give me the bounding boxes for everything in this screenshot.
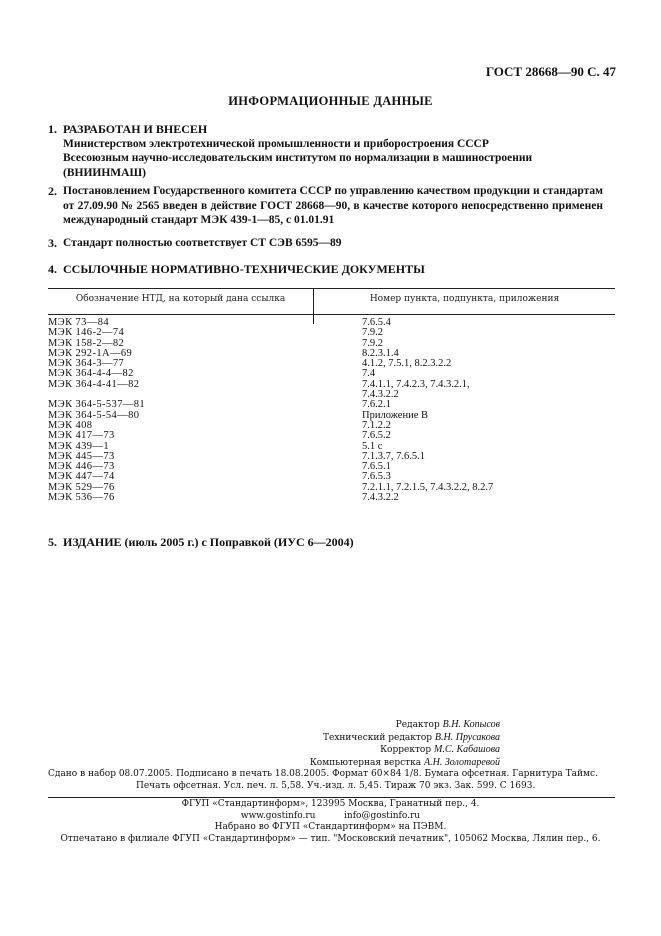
table-header-document: Обозначение НТД, на который дана ссылка <box>75 294 286 304</box>
section-4 <box>48 262 608 278</box>
table-row <box>48 349 615 359</box>
table-cell-reference: 7.6.5.3 <box>362 471 391 483</box>
table-row <box>48 318 615 328</box>
table-row <box>48 442 615 452</box>
reference-table <box>48 288 615 528</box>
table-cell-document: МЭК 364-4-41—82 <box>48 378 140 390</box>
table-row <box>48 411 615 421</box>
section-1 <box>48 122 608 192</box>
table-header-reference: Номер пункта, подпункта, приложения <box>369 294 560 304</box>
table-cell-reference: 7.4.3.2.2 <box>362 492 399 504</box>
table-cell-document: МЭК 445—73 <box>48 450 115 462</box>
table-cell-document: МЭК 417—73 <box>48 430 115 442</box>
credits-block <box>200 719 500 769</box>
table-cell-reference: 7.4.3.2.2 <box>362 389 399 401</box>
table-row <box>48 452 615 462</box>
section-2-number: 2. <box>48 184 57 198</box>
table-cell-document: МЭК 158-2—82 <box>48 337 125 349</box>
credit-layout <box>200 757 500 770</box>
table-cell-document: МЭК 447—74 <box>48 471 115 483</box>
table-cell-reference: 7.6.5.4 <box>362 317 391 328</box>
section-3-text: Стандарт полностью соответствует СТ СЭВ 6595—89 <box>63 237 342 249</box>
section-1-number: 1. <box>48 122 57 136</box>
table-cell-document: МЭК 446—73 <box>48 461 115 473</box>
table-cell-document: МЭК 364-5-537—81 <box>48 399 146 411</box>
table-row <box>48 380 615 390</box>
section-4-text: ССЫЛОЧНЫЕ НОРМАТИВНО-ТЕХНИЧЕСКИЕ ДОКУМЕНТЫ <box>63 262 425 276</box>
credit-corrector <box>200 744 500 757</box>
imprint-line-1: Сдано в набор 08.07.2005. Подписано в печать 18.08.2005. Формат 60×84 1/8. Бумага офсетная. Гарнитура Таймс. <box>48 769 598 779</box>
footer-line-4: Отпечатано в филиале ФГУП «Стандартинформ» — тип. "Московский печатник", 105062 Москва, Лялин пер., 6. <box>60 833 601 844</box>
section-5-text: ИЗДАНИЕ (июль 2005 г.) с Поправкой (ИУС 6—2004) <box>63 535 354 549</box>
table-cell-document: МЭК 536—76 <box>48 492 115 504</box>
table-cell-document: МЭК 364-5-54—80 <box>48 409 140 421</box>
table-row <box>48 339 615 349</box>
footer-line-3: Набрано во ФГУП «Стандартинформ» на ПЭВМ. <box>214 822 447 832</box>
table-cell-reference: 7.6.5.1 <box>362 461 391 473</box>
table-cell-reference: 7.2.1.1, 7.2.1.5, 7.4.3.2.2, 8.2.7 <box>362 481 494 493</box>
table-row <box>48 431 615 441</box>
section-4-number: 4. <box>48 262 57 276</box>
section-3 <box>48 236 608 252</box>
table-cell-document: МЭК 364-4-4—82 <box>48 368 134 380</box>
credit-tech-editor <box>200 732 500 745</box>
table-cell-document: МЭК 408 <box>48 419 93 431</box>
table-row <box>48 328 615 338</box>
section-5-number: 5. <box>48 535 57 549</box>
table-cell-reference: 5.1 с <box>362 440 383 452</box>
section-1-body <box>63 122 532 180</box>
section-1-heading: РАЗРАБОТАН И ВНЕСЕН <box>63 122 208 136</box>
table-cell-reference: 4.1.2, 7.5.1, 8.2.3.2.2 <box>362 358 452 370</box>
credit-editor-name: В.Н. Копысов <box>442 719 500 730</box>
table-cell-document: МЭК 529—76 <box>48 481 115 493</box>
section-1-line-1: Министерством электротехнической промышленности и приборостроения СССР <box>63 137 489 150</box>
table-cell-reference: 8.2.3.1.4 <box>362 347 399 359</box>
footer-line-2: www.gostinfo.ru info@gostinfo.ru <box>240 810 421 821</box>
credit-corrector-label: Корректор <box>380 745 432 755</box>
publisher-footer <box>0 799 661 845</box>
table-row <box>48 493 615 503</box>
imprint-block <box>48 769 615 792</box>
section-1-line-3: (ВНИИНМАШ) <box>63 166 146 179</box>
table-row <box>48 462 615 472</box>
credit-tech-editor-name: В.Н. Прусакова <box>434 731 500 743</box>
table-cell-reference: 7.9.2 <box>362 327 383 339</box>
table-cell-reference: 7.9.2 <box>362 337 383 349</box>
imprint-line-2: Печать офсетная. Усл. печ. л. 5,58. Уч.-изд. л. 5,45. Тираж 70 экз. Зак. 599. С 1693. <box>136 780 536 791</box>
section-2-text: Постановлением Государственного комитета СССР по управлению качеством продукции и стандартам от 27.09.90 № 2565 введен в действие ГОСТ 28668—90, в качестве которого непосредственно применен международный стандарт МЭК 439-1—85, с 01.01.91 <box>63 185 603 226</box>
table-cell-reference: 7.6.5.2 <box>362 430 391 442</box>
table-row <box>48 472 615 482</box>
table-cell-reference: 7.4.1.1, 7.4.2.3, 7.4.3.2.1, <box>362 378 470 390</box>
section-5 <box>48 535 608 551</box>
section-1-line-2: Всесоюзным научно-исследовательским институтом по нормализации в машиностроении <box>63 152 533 164</box>
table-cell-reference: 7.6.2.1 <box>362 399 391 411</box>
table-cell-reference: Приложение В <box>362 409 428 421</box>
table-cell-document: МЭК 439—1 <box>48 440 109 452</box>
table-cell-reference: 7.1.2.2 <box>362 419 391 431</box>
table-cell-document: МЭК 73—84 <box>48 317 109 328</box>
table-cell-reference: 7.1.3.7, 7.6.5.1 <box>362 450 425 462</box>
section-2 <box>48 184 603 234</box>
table-row <box>48 421 615 431</box>
credit-layout-label: Компьютерная верстка <box>309 757 422 768</box>
page-title: ИНФОРМАЦИОННЫЕ ДАННЫЕ <box>228 94 433 108</box>
credit-tech-editor-label: Технический редактор <box>323 732 433 743</box>
credit-editor-label: Редактор <box>395 720 440 730</box>
footer-rule <box>48 797 615 798</box>
credit-editor <box>200 719 500 732</box>
section-3-number: 3. <box>48 236 57 250</box>
table-body <box>48 318 615 503</box>
table-top-rule <box>48 288 615 289</box>
table-cell-reference: 7.4 <box>362 368 376 380</box>
table-cell-document: МЭК 364-3—77 <box>48 358 125 370</box>
footer-line-1: ФГУП «Стандартинформ», 123995 Москва, Гранатный пер., 4. <box>181 799 480 809</box>
page-header: ГОСТ 28668—90 С. 47 <box>485 64 616 79</box>
credit-layout-name: А.Н. Золотаревой <box>423 756 500 768</box>
credit-corrector-name: М.С. Кабашова <box>434 744 500 755</box>
table-cell-document: МЭК 146-2—74 <box>48 327 125 339</box>
table-cell-document: МЭК 292-1А—69 <box>48 347 133 359</box>
table-header-rule <box>48 314 615 315</box>
table-row <box>48 483 615 493</box>
